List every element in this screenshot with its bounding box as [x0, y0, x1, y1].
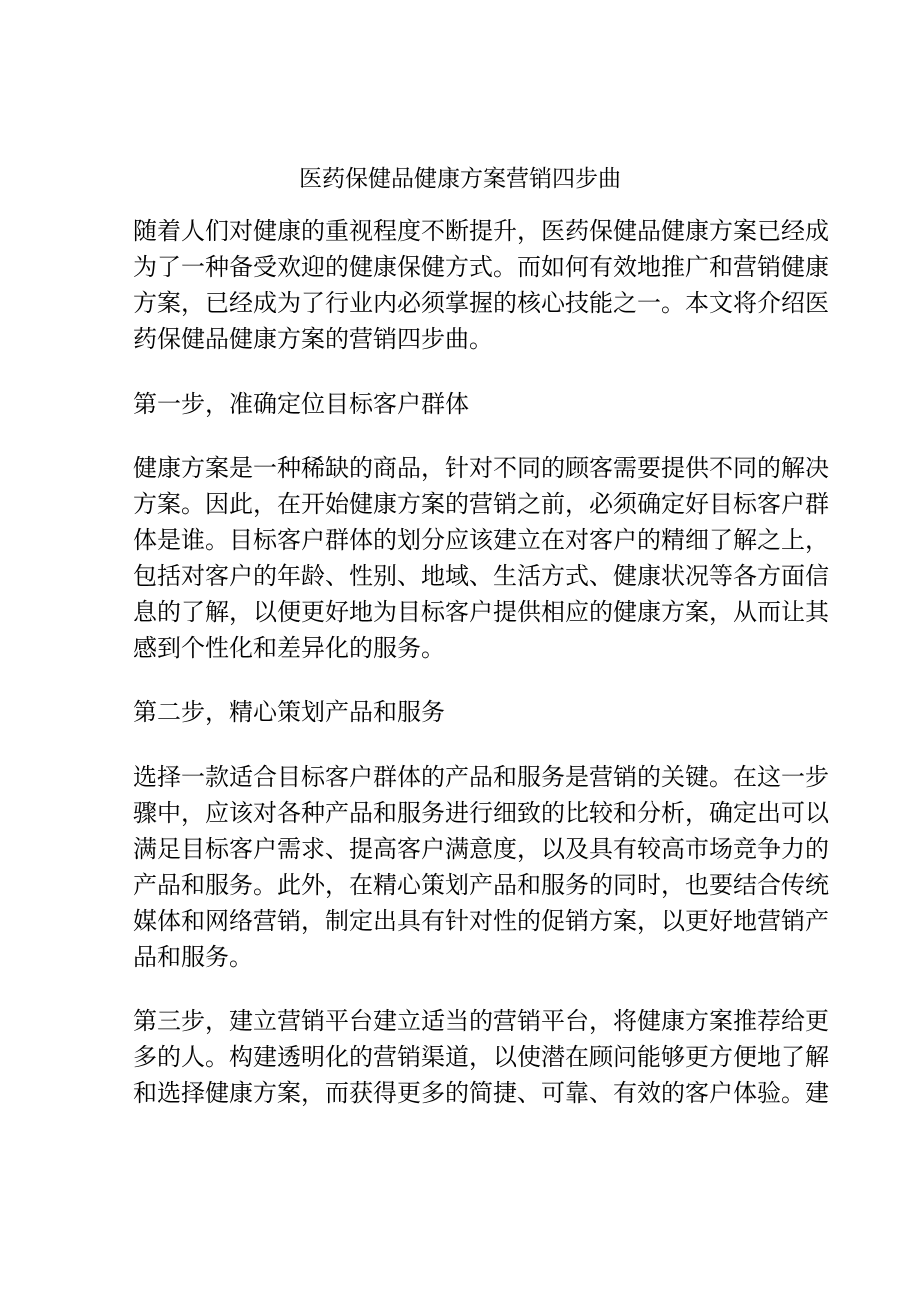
text-line: 体是谁。目标客户群体的划分应该建立在对客户的精细了解之上，: [133, 526, 829, 554]
text-line: 为了一种备受欢迎的健康保健方式。而如何有效地推广和营销健康: [133, 253, 829, 281]
text-line: 方案。因此，在开始健康方案的营销之前，必须确定好目标客户群: [133, 490, 829, 518]
step3-paragraph: [133, 1003, 829, 1111]
step2-heading: [133, 694, 801, 730]
section-heading: 第一步，准确定位目标客户群体: [133, 390, 469, 418]
text-line: 健康方案是一种稀缺的商品，针对不同的顾客需要提供不同的解决: [133, 454, 829, 482]
text-line: 和选择健康方案，而获得更多的简捷、可靠、有效的客户体验。建: [133, 1079, 829, 1107]
document-title: 医药保健品健康方案营销四步曲: [299, 166, 621, 192]
text-line: 感到个性化和差异化的服务。: [133, 634, 445, 662]
text-line: 方案，已经成为了行业内必须掌握的核心技能之一。本文将介绍医: [133, 289, 829, 317]
intro-paragraph: [133, 213, 829, 357]
step2-paragraph: [133, 759, 829, 975]
text-line: 多的人。构建透明化的营销渠道，以使潜在顾问能够更方便地了解: [133, 1043, 829, 1071]
text-line: 满足目标客户需求、提高客户满意度，以及具有较高市场竞争力的: [133, 835, 829, 863]
step1-paragraph: [133, 450, 829, 666]
text-line: 药保健品健康方案的营销四步曲。: [133, 325, 493, 353]
step1-heading: [133, 386, 801, 422]
text-line: 随着人们对健康的重视程度不断提升，医药保健品健康方案已经成: [133, 217, 829, 245]
text-line: 第三步，建立营销平台建立适当的营销平台，将健康方案推荐给更: [133, 1007, 829, 1035]
text-line: 骤中，应该对各种产品和服务进行细致的比较和分析，确定出可以: [133, 799, 829, 827]
text-line: 品和服务。: [133, 943, 253, 971]
section-heading: 第二步，精心策划产品和服务: [133, 698, 445, 726]
text-line: 产品和服务。此外，在精心策划产品和服务的同时，也要结合传统: [133, 871, 829, 899]
text-line: 媒体和网络营销，制定出具有针对性的促销方案，以更好地营销产: [133, 907, 829, 935]
text-line: 息的了解，以便更好地为目标客户提供相应的健康方案，从而让其: [133, 598, 829, 626]
text-line: 包括对客户的年龄、性别、地域、生活方式、健康状况等各方面信: [133, 562, 829, 590]
text-line: 选择一款适合目标客户群体的产品和服务是营销的关键。在这一步: [133, 763, 829, 791]
